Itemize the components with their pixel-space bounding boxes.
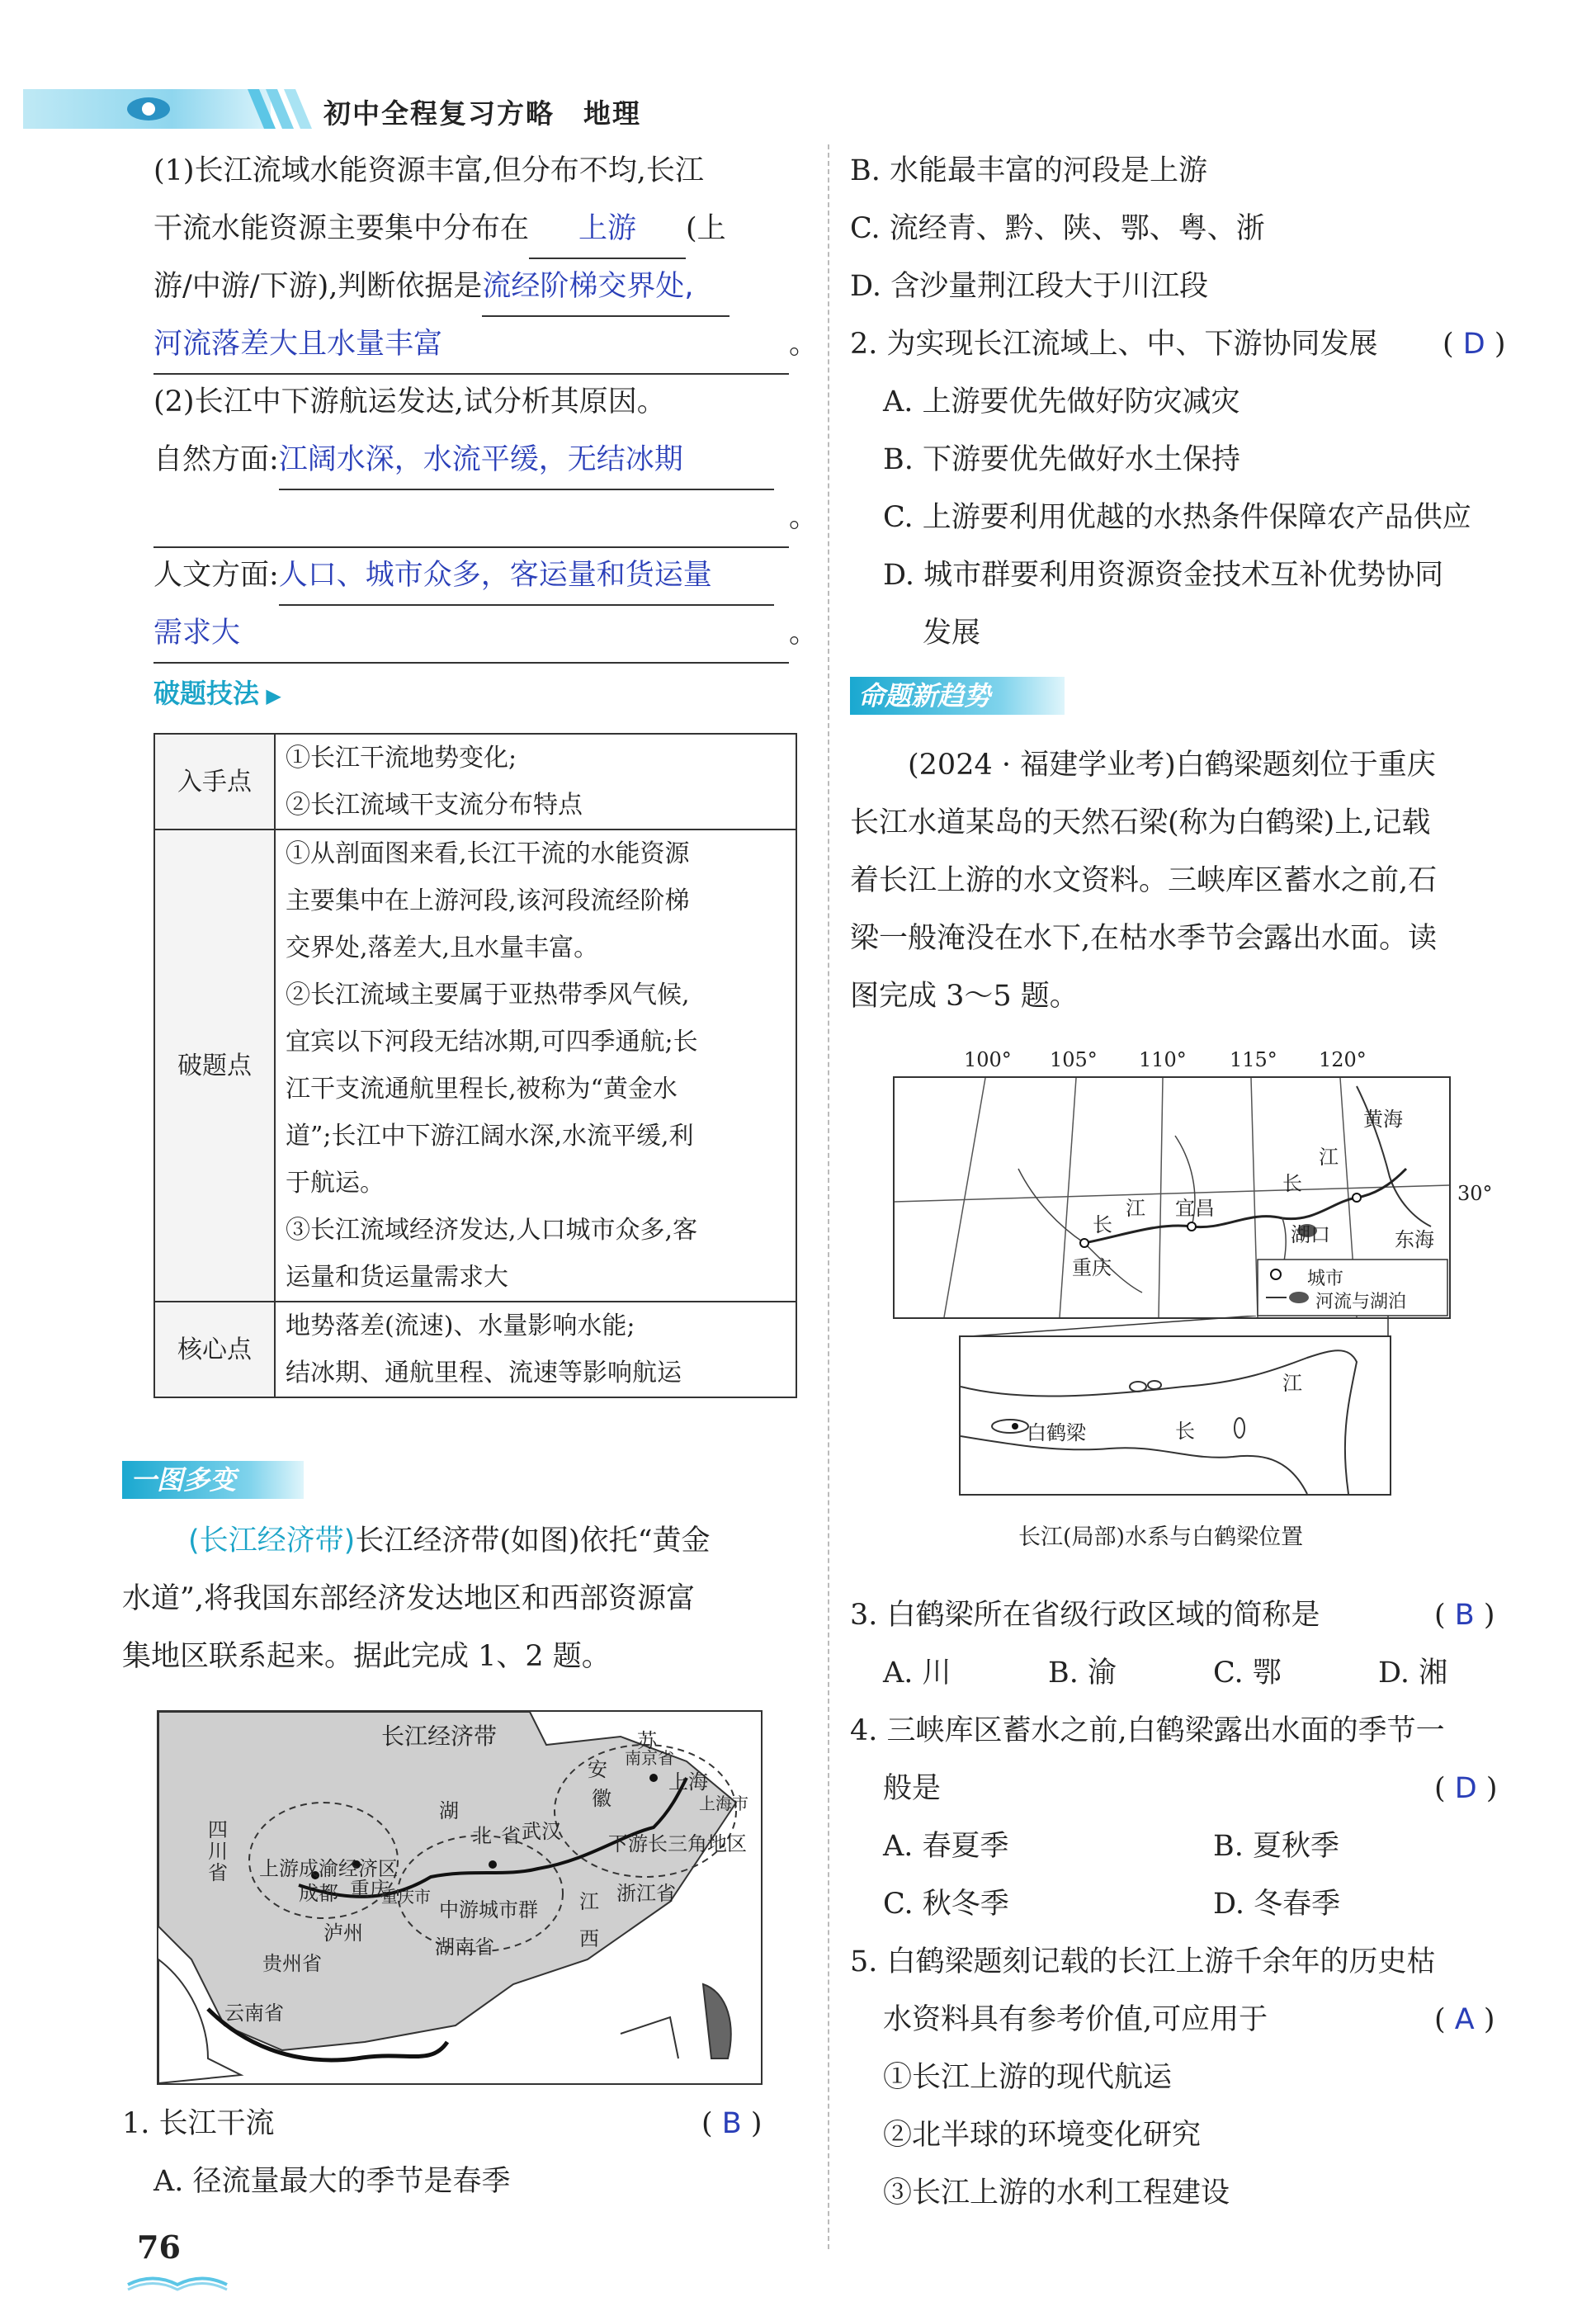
q3-option-c: C. 鄂 bbox=[1213, 1657, 1282, 1690]
tips-line: ①长江干流地势变化; bbox=[286, 744, 517, 773]
intro-text: 长江经济带(如图)依托“黄金 bbox=[355, 1524, 711, 1557]
q-part1-line2 bbox=[153, 200, 726, 259]
map-baiheliang bbox=[893, 1048, 1537, 1510]
header-stripes bbox=[248, 89, 322, 129]
map1-sheng: 省 bbox=[501, 1824, 521, 1847]
tips-line: 结冰期、通航里程、流速等影响航运 bbox=[286, 1359, 682, 1387]
tips-line: 道”;长江中下游江阔水深,水流平缓,利 bbox=[286, 1122, 694, 1151]
map2-lon-110: 110° bbox=[1139, 1048, 1187, 1071]
q-part2-human bbox=[153, 546, 774, 606]
intro-tag: (长江经济带) bbox=[188, 1524, 356, 1557]
tips-title bbox=[153, 664, 281, 725]
map2-chongqing: 重庆 bbox=[1072, 1256, 1112, 1279]
map2-hukou: 湖口 bbox=[1291, 1223, 1330, 1246]
q3-option-d: D. 湘 bbox=[1378, 1657, 1448, 1690]
map2-inset-chang: 长 bbox=[1175, 1420, 1195, 1443]
map2-main bbox=[893, 1076, 1451, 1319]
q-part2-natural-blank bbox=[153, 489, 818, 548]
tips-key-solve: 破题点 bbox=[154, 830, 275, 1302]
tips-row-solve bbox=[154, 830, 796, 1302]
q1-option-d: D. 含沙量荆江段大于川江段 bbox=[850, 270, 1209, 303]
map2-lon-100: 100° bbox=[964, 1048, 1012, 1071]
q2-option-c: C. 上游要利用优越的水热条件保障农产品供应 bbox=[883, 501, 1471, 534]
answer-field-4a: 人口、城市众多，客运量和货运量 bbox=[279, 546, 774, 606]
answer-field-4b: 需求大 bbox=[153, 604, 789, 664]
map2-lon-120: 120° bbox=[1319, 1048, 1367, 1071]
map1-yunnan: 云南省 bbox=[224, 2002, 284, 2025]
map2-lon-115: 115° bbox=[1230, 1048, 1277, 1071]
banner-new-trend: 命题新趋势 bbox=[850, 677, 1065, 715]
map1-hubei: 湖 bbox=[439, 1799, 459, 1822]
q4-stem2: 般是 bbox=[883, 1772, 942, 1805]
q3-answer: B bbox=[1454, 1599, 1475, 1632]
tips-line: 江干支流通航里程长,被称为“黄金水 bbox=[286, 1075, 678, 1104]
tips-line: 宜宾以下河段无结冰期,可四季通航;长 bbox=[286, 1028, 698, 1056]
period-1: 。 bbox=[789, 328, 819, 361]
map1-zhejiang: 浙江省 bbox=[616, 1882, 676, 1905]
tips-val-entry bbox=[275, 734, 796, 830]
passage-line2: 长江水道某岛的天然石梁(称为白鹤梁)上,记载 bbox=[850, 806, 1431, 839]
tips-row-core bbox=[154, 1302, 796, 1397]
tips-val-solve bbox=[275, 830, 796, 1302]
play-icon: ▶ bbox=[259, 684, 281, 707]
q1-answer: B bbox=[721, 2107, 742, 2140]
q3-option-b: B. 渝 bbox=[1048, 1657, 1117, 1690]
map2-inset bbox=[959, 1335, 1391, 1496]
page-number: 76 bbox=[137, 2229, 181, 2266]
map1-wuhan: 武汉 bbox=[522, 1820, 561, 1843]
q5-item-2: ②北半球的环境变化研究 bbox=[883, 2119, 1202, 2152]
map1-cqs: 重庆市 bbox=[381, 1887, 431, 1907]
q-part1-line3 bbox=[153, 258, 730, 317]
period-2: 。 bbox=[789, 501, 819, 534]
q-part2-natural bbox=[153, 431, 774, 490]
intro-line2: 水道”,将我国东部经济发达地区和西部资源富 bbox=[122, 1582, 696, 1615]
map2-caption: 长江(局部)水系与白鹤梁位置 bbox=[1018, 1524, 1304, 1550]
q-part1-text: 干流水能资源主要集中分布在 bbox=[153, 212, 530, 245]
q5-item-1: ①长江上游的现代航运 bbox=[883, 2061, 1173, 2094]
q2-stem: 2. 为实现长江流域上、中、下游协同发展 bbox=[850, 328, 1378, 361]
q4-option-b: B. 夏秋季 bbox=[1213, 1830, 1339, 1863]
tips-val-core bbox=[275, 1302, 796, 1397]
map2-huanghai: 黄海 bbox=[1363, 1108, 1403, 1131]
map1-chengdu: 成都 bbox=[299, 1882, 338, 1905]
q4-stem1: 4. 三峡库区蓄水之前,白鹤梁露出水面的季节一 bbox=[850, 1714, 1445, 1747]
q3-stem: 3. 白鹤梁所在省级行政区域的简称是 bbox=[850, 1599, 1320, 1632]
q3-answer-paren: ( B ) bbox=[1434, 1599, 1495, 1632]
q5-answer-paren: ( A ) bbox=[1434, 2003, 1495, 2036]
q-part1-basis: 游/中游/下游),判断依据是 bbox=[153, 270, 483, 303]
q5-answer: A bbox=[1454, 2003, 1475, 2036]
period-3: 。 bbox=[789, 617, 819, 650]
map1-upper: 上游成渝经济区 bbox=[259, 1857, 398, 1880]
map2-legend-city: 城市 bbox=[1307, 1269, 1344, 1289]
map2-yichang: 宜昌 bbox=[1175, 1197, 1215, 1220]
map2-chang2: 长 bbox=[1093, 1213, 1112, 1236]
map2-zoom-lines bbox=[893, 1316, 1454, 1337]
map1-su: 苏 bbox=[637, 1729, 657, 1752]
q5-stem1: 5. 白鹤梁题刻记载的长江上游千余年的历史枯 bbox=[850, 1945, 1436, 1978]
passage-line4: 梁一般淹没在水下,在枯水季节会露出水面。读 bbox=[850, 922, 1438, 955]
q1-option-a: A. 径流量最大的季节是春季 bbox=[153, 2165, 511, 2198]
q4-answer-paren: ( D ) bbox=[1434, 1772, 1498, 1805]
q5-item-3: ③长江上游的水利工程建设 bbox=[883, 2177, 1230, 2210]
tips-line: 于航运。 bbox=[286, 1169, 385, 1198]
q4-answer: D bbox=[1454, 1772, 1477, 1805]
map2-jiang2: 江 bbox=[1126, 1197, 1145, 1220]
map2-chang: 长 bbox=[1282, 1172, 1302, 1195]
banner-one-map: 一图多变 bbox=[122, 1461, 304, 1499]
tips-line: 运量和货运量需求大 bbox=[286, 1263, 508, 1292]
q1-answer-paren: ( B ) bbox=[701, 2107, 763, 2140]
map1-hui: 徽 bbox=[592, 1787, 611, 1810]
natural-label: 自然方面: bbox=[153, 443, 279, 476]
map1-xi: 西 bbox=[579, 1927, 599, 1950]
q-part1-line4 bbox=[153, 315, 818, 375]
tips-line: ③长江流域经济发达,人口城市众多,客 bbox=[286, 1216, 698, 1245]
q2-answer-paren: ( D ) bbox=[1443, 328, 1506, 361]
map1-luzhou: 泸州 bbox=[323, 1921, 363, 1945]
map1-guizhou: 贵州省 bbox=[262, 1952, 322, 1975]
map2-lat-30: 30° bbox=[1457, 1182, 1493, 1205]
map-yangtze-economic-belt bbox=[157, 1710, 763, 2085]
q4-option-d: D. 冬春季 bbox=[1213, 1888, 1341, 1921]
q4-option-c: C. 秋冬季 bbox=[883, 1888, 1009, 1921]
map1-title: 长江经济带 bbox=[381, 1723, 498, 1750]
map1-anhui: 安 bbox=[588, 1758, 607, 1781]
map1-nanjing: 南京省 bbox=[625, 1748, 674, 1768]
book-icon bbox=[124, 2268, 231, 2293]
tips-line: ①从剖面图来看,长江干流的水能资源 bbox=[286, 839, 690, 868]
q-part2-line1: (2)长江中下游航运发达,试分析其原因。 bbox=[153, 385, 666, 418]
answer-field-3: 江阔水深，水流平缓，无结冰期 bbox=[279, 431, 774, 490]
q-part2-human-2 bbox=[153, 604, 818, 664]
map1-hunan: 湖南省 bbox=[435, 1936, 494, 1959]
q1-option-b: B. 水能最丰富的河段是上游 bbox=[850, 154, 1207, 187]
column-divider bbox=[828, 144, 829, 2249]
q4-option-a: A. 春夏季 bbox=[883, 1830, 1009, 1863]
tips-line: 交界处,落差大,且水量丰富。 bbox=[286, 933, 599, 962]
tips-key-core: 核心点 bbox=[154, 1302, 275, 1397]
intro-line3: 集地区联系起来。据此完成 1、2 题。 bbox=[122, 1640, 611, 1673]
tips-line: ②长江流域干支流分布特点 bbox=[286, 791, 583, 820]
map2-inset-jiang: 江 bbox=[1282, 1372, 1302, 1395]
answer-field-2a: 流经阶梯交界处, bbox=[482, 258, 730, 317]
map1-bei: 北 bbox=[472, 1824, 492, 1847]
map1-mid: 中游城市群 bbox=[439, 1898, 538, 1921]
tips-line: 主要集中在上游河段,该河段流经阶梯 bbox=[286, 886, 690, 915]
eye-logo-icon bbox=[124, 92, 173, 125]
map1-shs: 上海市 bbox=[699, 1794, 748, 1813]
passage-line3: 着长江上游的水文资料。三峡库区蓄水之前,石 bbox=[850, 864, 1438, 897]
q2-option-a: A. 上游要优先做好防灾减灾 bbox=[883, 385, 1240, 418]
map1-jiangxi: 江 bbox=[579, 1890, 599, 1913]
answer-field-1: 上游 bbox=[529, 200, 686, 259]
q5-stem2: 水资料具有参考价值,可应用于 bbox=[883, 2003, 1268, 2036]
q3-option-a: A. 川 bbox=[883, 1657, 951, 1690]
q2-answer: D bbox=[1462, 328, 1485, 361]
map1-lower: 下游长三角地区 bbox=[608, 1832, 747, 1855]
q2-option-d-cont: 发展 bbox=[923, 617, 981, 650]
header-title: 初中全程复习方略 地理 bbox=[323, 97, 641, 130]
q2-option-d: D. 城市群要利用资源资金技术互补优势协同 bbox=[883, 559, 1444, 592]
q-part1-paren: (上 bbox=[686, 212, 726, 245]
map2-baiheliang: 白鹤梁 bbox=[1027, 1421, 1086, 1444]
passage-line5: 图完成 3～5 题。 bbox=[850, 980, 1079, 1013]
q-part1-line1: (1)长江流域水能资源丰富,但分布不均,长江 bbox=[153, 154, 704, 187]
tips-row-entry bbox=[154, 734, 796, 830]
map1-sichuan: 四 川 省 bbox=[208, 1818, 228, 1884]
q1-stem: 1. 长江干流 bbox=[122, 2107, 275, 2140]
answer-field-2b: 河流落差大且水量丰富 bbox=[153, 315, 789, 375]
map2-legend-river: 河流与湖泊 bbox=[1315, 1292, 1407, 1312]
tips-line: 地势落差(流速)、水量影响水能; bbox=[286, 1312, 635, 1340]
map1-chongqing: 重庆 bbox=[350, 1878, 390, 1901]
map2-jiang: 江 bbox=[1319, 1146, 1339, 1169]
tips-table bbox=[153, 733, 797, 1398]
map2-lon-105: 105° bbox=[1050, 1048, 1098, 1071]
tips-title-text: 破题技法 bbox=[153, 678, 260, 709]
q1-option-c: C. 流经青、黔、陕、鄂、粤、浙 bbox=[850, 212, 1265, 245]
map1-shanghai: 上海 bbox=[668, 1770, 708, 1794]
passage-line1: (2024 · 福建学业考)白鹤梁题刻位于重庆 bbox=[908, 749, 1436, 782]
intro-line1 bbox=[188, 1512, 711, 1570]
tips-line: ②长江流域主要属于亚热带季风气候, bbox=[286, 981, 690, 1009]
human-label: 人文方面: bbox=[153, 559, 279, 592]
q2-option-b: B. 下游要优先做好水土保持 bbox=[883, 443, 1240, 476]
map2-donghai: 东海 bbox=[1395, 1228, 1434, 1251]
tips-key-entry: 入手点 bbox=[154, 734, 275, 830]
